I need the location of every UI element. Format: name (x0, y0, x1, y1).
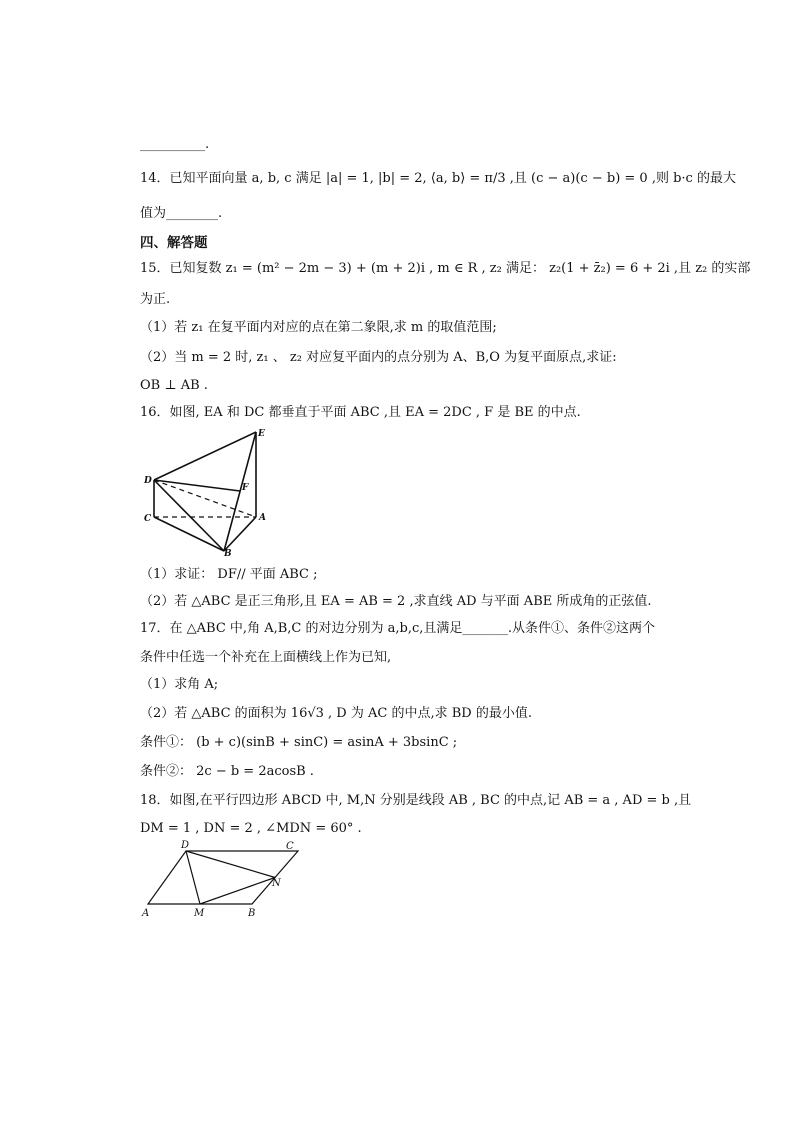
question-15-part-2: （2）当 m = 2 时, z₁ 、 z₂ 对应复平面内的点分别为 A、B,O 为复平面原点,求证: (140, 350, 617, 365)
edge-DA-hidden (154, 480, 256, 517)
figure-16-solid (138, 424, 273, 558)
question-17-part-2: （2）若 △ABC 的面积为 16√3 , D 为 AC 的中点,求 BD 的最小值. (140, 706, 532, 721)
label-E: E (258, 429, 265, 439)
edge-CB (154, 517, 224, 551)
question-17-condition-1: 条件①： (b + c)(sinB + sinC) = asinA + 3bsinC ; (140, 735, 458, 750)
question-18-text-cont: DM = 1 , DN = 2 , ∠MDN = 60° . (140, 821, 362, 836)
label-M: M (194, 908, 205, 919)
question-17-text-cont: 条件中任选一个补充在上面横线上作为已知, (140, 650, 392, 665)
edge-ED (154, 432, 256, 480)
label-A: A (259, 513, 266, 523)
question-15-text-cont: 为正. (140, 292, 171, 307)
edge-DB (154, 480, 224, 551)
question-16-part-1: （1）求证： DF// 平面 ABC ; (140, 567, 318, 582)
segment-DN (186, 851, 275, 878)
label-B: B (224, 549, 232, 558)
segment-DM (186, 851, 200, 904)
question-16-text: 16．如图, EA 和 DC 都垂直于平面 ABC ,且 EA = 2DC , F 是 BE 的中点. (140, 405, 581, 420)
label-C: C (144, 514, 152, 524)
label-N: N (272, 878, 281, 889)
label-D: D (144, 476, 152, 486)
question-16-part-2: （2）若 △ABC 是正三角形,且 EA = AB = 2 ,求直线 AD 与平面 ABE 所成角的正弦值. (140, 594, 652, 609)
label-D: D (181, 840, 190, 851)
answer-blank-13: __________. (140, 137, 210, 152)
question-15-text: 15．已知复数 z₁ = (m² − 2m − 3) + (m + 2)i , m ∈ R , z₂ 满足： z₂(1 + z̄₂) = 6 + 2i ,且 z₂ 的实部 (140, 261, 751, 276)
question-17-text: 17．在 △ABC 中,角 A,B,C 的对边分别为 a,b,c,且满足_______.从条件①、条件②这两个 (140, 621, 655, 636)
label-A: A (142, 908, 150, 919)
label-B: B (248, 908, 256, 919)
question-14-text: 14．已知平面向量 a, b, c 满足 |a| = 1, |b| = 2, ⟨a, b⟩ = π/3 ,且 (c − a)(c − b) = 0 ,则 b·c 的最大 (140, 171, 736, 186)
label-C: C (286, 841, 294, 852)
label-F: F (242, 483, 249, 493)
question-15-part-1: （1）若 z₁ 在复平面内对应的点在第二象限,求 m 的取值范围; (140, 320, 497, 335)
question-14-answer: 值为________. (140, 206, 223, 221)
section-heading-answers: 四、解答题 (140, 235, 208, 251)
edge-DF (154, 480, 240, 491)
question-18-text: 18．如图,在平行四边形 ABCD 中, M,N 分别是线段 AB , BC 的中点,记 AB = a , AD = b ,且 (140, 793, 692, 808)
question-15-part-2-cont: OB ⊥ AB . (140, 378, 208, 393)
question-17-condition-2: 条件②： 2c − b = 2acosB . (140, 764, 314, 779)
question-17-part-1: （1）求角 A; (140, 677, 219, 692)
figure-18-parallelogram (138, 838, 310, 920)
